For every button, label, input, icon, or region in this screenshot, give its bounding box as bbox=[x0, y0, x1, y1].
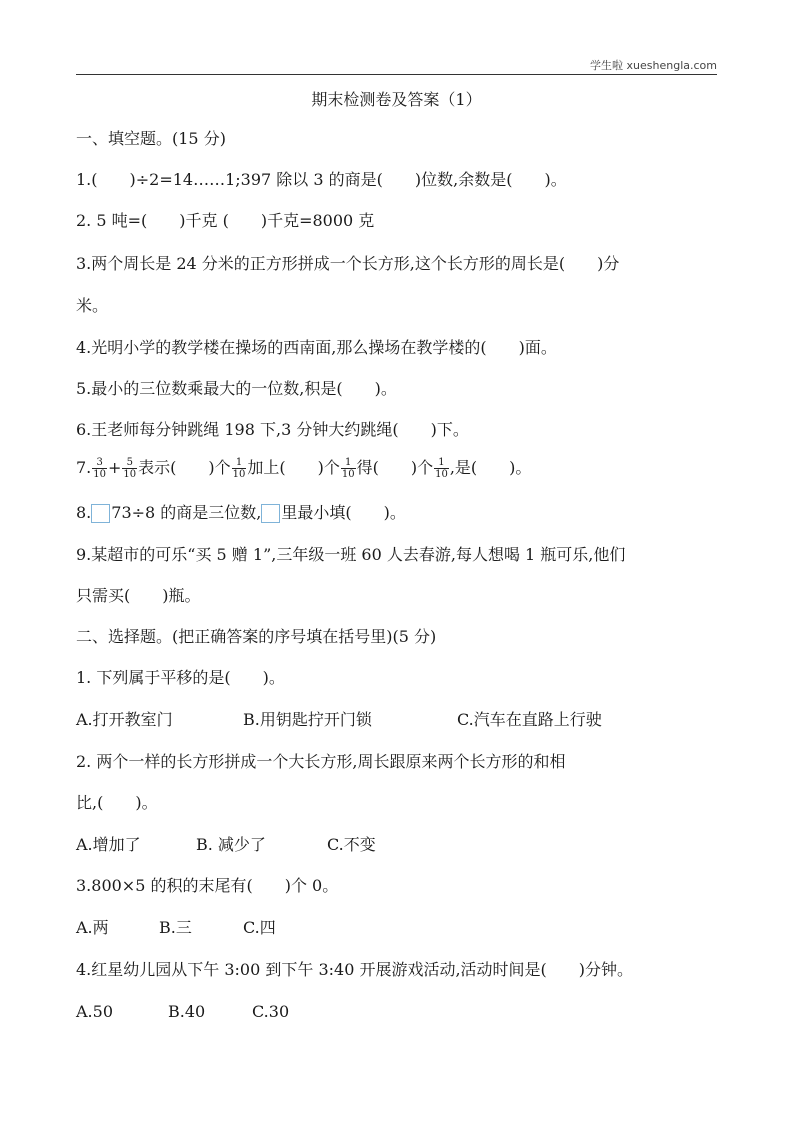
question-1-4: 4.光明小学的教学楼在操场的西南面,那么操场在教学楼的( )面。 bbox=[76, 338, 557, 357]
option-b: B.三 bbox=[159, 918, 192, 937]
fraction-1-10-c: $\frac{1}{10}$ bbox=[435, 457, 448, 480]
option-c: C.30 bbox=[252, 1002, 290, 1021]
q8-text-1: 73÷8 的商是三位数, bbox=[111, 503, 262, 522]
q7-number: 7. bbox=[76, 458, 92, 477]
option-a: A.增加了 bbox=[76, 835, 141, 854]
option-a: A.两 bbox=[76, 918, 109, 937]
fraction-3-10: $\frac{3}{10}$ bbox=[93, 457, 106, 480]
question-1-7 bbox=[76, 454, 721, 482]
question-1-6: 6.王老师每分钟跳绳 198 下,3 分钟大约跳绳( )下。 bbox=[76, 420, 469, 439]
q7-text-1: 表示( )个 bbox=[138, 458, 231, 477]
fraction-1-10-a: $\frac{1}{10}$ bbox=[232, 457, 246, 480]
q7-text-3: 得( )个 bbox=[356, 458, 434, 477]
blank-box-icon bbox=[91, 504, 110, 523]
question-1-8 bbox=[76, 502, 721, 524]
question-2-2-line1: 2. 两个一样的长方形拼成一个大长方形,周长跟原来两个长方形的和相 bbox=[76, 752, 566, 771]
option-b: B.用钥匙拧开门锁 bbox=[243, 710, 372, 729]
question-1-9-line1: 9.某超市的可乐“买 5 赠 1”,三年级一班 60 人去春游,每人想喝 1 瓶可乐,他们 bbox=[76, 545, 626, 564]
page-title: 期末检测卷及答案（1） bbox=[311, 90, 482, 109]
question-1-3-line1: 3.两个周长是 24 分米的正方形拼成一个长方形,这个长方形的周长是( )分 bbox=[76, 254, 620, 273]
question-2-1-options bbox=[76, 709, 721, 731]
question-2-4: 4.红星幼儿园从下午 3:00 到下午 3:40 开展游戏活动,活动时间是( )分钟。 bbox=[76, 960, 634, 979]
question-2-4-options bbox=[76, 1001, 721, 1023]
q8-text-2: 里最小填( )。 bbox=[281, 503, 406, 522]
option-c: C.不变 bbox=[327, 835, 376, 854]
option-b: B. 减少了 bbox=[196, 835, 266, 854]
question-1-9-line2: 只需买( )瓶。 bbox=[76, 586, 201, 605]
fraction-1-10-b: $\frac{1}{10}$ bbox=[341, 457, 355, 480]
question-1-2: 2. 5 吨=( )千克 ( )千克=8000 克 bbox=[76, 211, 375, 230]
question-2-2-line2: 比,( )。 bbox=[76, 793, 158, 812]
site-watermark: 学生啦 xueshengla.com bbox=[590, 59, 717, 72]
question-1-5: 5.最小的三位数乘最大的一位数,积是( )。 bbox=[76, 379, 397, 398]
header-rule bbox=[76, 74, 717, 75]
q8-number: 8. bbox=[76, 503, 92, 522]
question-2-3-options bbox=[76, 917, 721, 939]
fraction-5-10: $\frac{5}{10}$ bbox=[123, 457, 137, 480]
q7-text-4: ,是( )。 bbox=[449, 458, 532, 477]
q7-text-2: 加上( )个 bbox=[247, 458, 340, 477]
option-a: A.打开教室门 bbox=[76, 710, 173, 729]
option-a: A.50 bbox=[76, 1002, 113, 1021]
option-c: C.四 bbox=[243, 918, 276, 937]
question-1-1: 1.( )÷2=14……1;397 除以 3 的商是( )位数,余数是( )。 bbox=[76, 170, 567, 189]
blank-box-icon bbox=[261, 504, 280, 523]
option-c: C.汽车在直路上行驶 bbox=[457, 710, 602, 729]
option-b: B.40 bbox=[168, 1002, 206, 1021]
question-2-2-options bbox=[76, 834, 721, 856]
question-2-1: 1. 下列属于平移的是( )。 bbox=[76, 668, 285, 687]
plus-sign: + bbox=[108, 458, 122, 477]
question-1-3-line2: 米。 bbox=[76, 296, 109, 315]
section1-heading: 一、填空题。(15 分) bbox=[76, 129, 226, 148]
section2-heading: 二、选择题。(把正确答案的序号填在括号里)(5 分) bbox=[76, 627, 437, 646]
question-2-3: 3.800×5 的积的末尾有( )个 0。 bbox=[76, 876, 339, 895]
